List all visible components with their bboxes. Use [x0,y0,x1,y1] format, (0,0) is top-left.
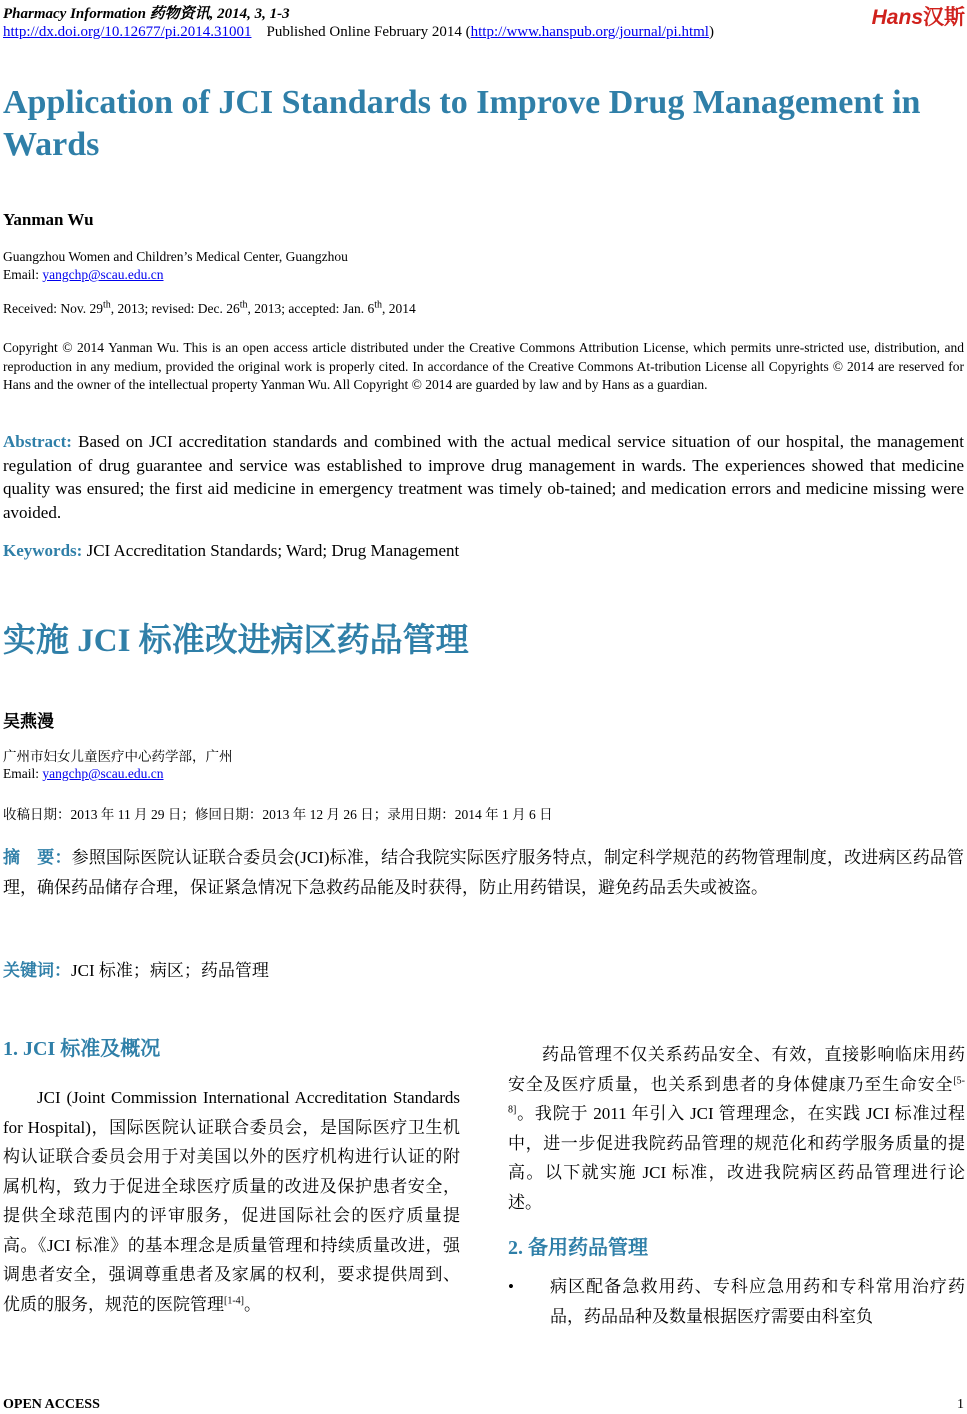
citation-1-4: [1-4] [224,1294,244,1306]
published-suffix: ) [708,24,714,40]
logo-cn: 汉斯 [923,5,965,29]
keywords-english [3,541,459,561]
logo-latin: Hans [871,6,923,29]
revised-sup: th [239,299,248,311]
abstract-label-chinese: 摘 要： [3,848,72,867]
accepted-year: , 2014 [382,301,416,316]
received-sup: th [102,299,111,311]
email-english [3,267,164,283]
doi-link[interactable]: http://dx.doi.org/10.12677/pi.2014.31001 [3,24,252,40]
email-link-chinese[interactable]: yangchp@scau.edu.cn [42,766,164,781]
right-column [508,1040,965,1331]
page-number: 1 [957,1397,964,1412]
doi-line [3,24,714,41]
copyright-notice: Copyright © 2014 Yanman Wu. This is an open access article distributed under the Creative Commons Attribution License, which permits unre-stricted use, distribution, and reproduction in any medium, provided the original work is properly cited. In accordance of the Creative Commons At-tribution License all Copyrights © 2014 are reserved for Hans and the owner of the intellectual property Yanman Wu. All Copyright © 2014 are guarded by law and by Hans as a guardian. [3,340,964,392]
affiliation-english: Guangzhou Women and Children’s Medical Center, Guangzhou [3,249,348,264]
section-1-text: JCI (Joint Commission International Accreditation Standards for Hospital)，国际医院认证联合委员会，是国际医疗卫生机构认证联合委员会用于对美国以外的医疗机构进行认证的附属机构，致力于促进全球医疗质量的改进及保护患者安全，提供全球范围内的评审服务，促进国际社会的医疗质量提高。《JCI 标准》的基本理念是质量管理和持续质量改进，强调患者安全，强调尊重患者及家属的权利，要求提供周到、优质的服务，规范的医院管理 [3,1088,460,1314]
email-label-cn: Email: [3,766,43,781]
author-english: Yanman Wu [3,210,94,229]
accepted-date: , 2013; accepted: Jan. 6 [247,301,375,316]
accepted-sup: th [374,299,383,311]
affiliation-chinese: 广州市妇女儿童医疗中心药学部，广州 [3,749,233,764]
title-chinese: 实施 JCI 标准改进病区药品管理 [3,623,469,659]
footer-open-access: OPEN ACCESS [3,1397,100,1412]
email-link-english[interactable]: yangchp@scau.edu.cn [42,267,164,282]
hans-logo [872,1,965,31]
published-text: Published Online February 2014 ( [266,24,471,40]
section-1-end: 。 [244,1294,261,1314]
bullet-item [508,1272,965,1331]
section-2-heading: 2. 备用药品管理 [508,1237,648,1259]
left-column [3,1032,460,1319]
keywords-text-chinese: JCI 标准；病区；药品管理 [71,961,269,980]
abstract-english [3,430,964,524]
keywords-text-english: JCI Accreditation Standards; Ward; Drug Management [82,541,460,560]
keywords-label-chinese: 关键词： [3,961,71,980]
email-label: Email: [3,267,43,282]
keywords-chinese [3,956,269,981]
journal-citation: Pharmacy Information 药物资讯, 2014, 3, 1-3 [3,6,290,22]
section-1-paragraph [3,1083,460,1319]
bullet-icon: • [508,1277,514,1296]
abstract-chinese [3,843,964,902]
title-english: Application of JCI Standards to Improve Drug Management in Wards [3,84,921,163]
received-date: Received: Nov. 29 [3,301,103,316]
author-chinese: 吴燕漫 [3,712,54,731]
right-paragraph [508,1040,965,1217]
abstract-label-english: Abstract: [3,432,72,451]
email-chinese [3,766,164,782]
right-text-pre: 药品管理不仅关系药品安全、有效，直接影响临床用药安全及医疗质量，也关系到患者的身体健康乃至生命安全 [508,1045,965,1094]
revised-date: , 2013; revised: Dec. 26 [110,301,240,316]
section-1-heading: 1. JCI 标准及概况 [3,1038,161,1060]
keywords-label-english: Keywords: [3,541,83,560]
dates-chinese: 收稿日期：2013 年 11 月 29 日；修回日期：2013 年 12 月 26 日；录用日期：2014 年 1 月 6 日 [3,807,553,822]
dates-english [3,301,416,317]
abstract-text-chinese: 参照国际医院认证联合委员会(JCI)标准，结合我院实际医疗服务特点，制定科学规范的药物管理制度，改进病区药品管理，确保药品储存合理，保证紧急情况下急救药品能及时获得，防止用药错误，避免药品丢失或被盗。 [3,848,965,897]
abstract-text-english: Based on JCI accreditation standards and combined with the actual medical service situation of our hospital, the management regulation of drug guarantee and service was established to improve drug management in wards. The experiences showed that medicine quality was ensured; the first aid medicine in emergency treatment was timely ob-tained; and medication errors and medicine missing were avoided. [3,432,964,522]
bullet-text: 病区配备急救用药、专科应急用药和专科常用治疗药品，药品品种及数量根据医疗需要由科室负 [550,1277,965,1326]
journal-url-link[interactable]: http://www.hanspub.org/journal/pi.html [470,24,709,40]
right-text-post: 。我院于 2011 年引入 JCI 管理理念，在实践 JCI 标准过程中，进一步促进我院药品管理的规范化和药学服务质量的提高。以下就实施 JCI 标准，改进我院病区药品管理进行论述。 [508,1104,965,1212]
citation-5-8: [5-8] [508,1074,965,1116]
